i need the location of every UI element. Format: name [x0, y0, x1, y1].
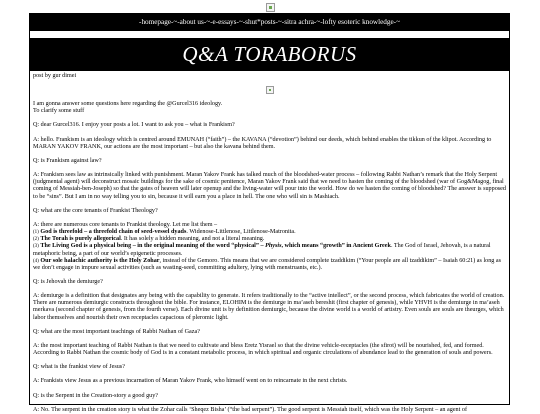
question: Q: is Frankism against law?: [33, 157, 102, 164]
nav-item-homepage[interactable]: -homepage-: [139, 18, 174, 26]
nav-item-sitra-achra[interactable]: -sitra achra-: [281, 18, 317, 26]
question: Q: is the Serpent in the Creation-story a good guy?: [33, 392, 159, 399]
post-content: [33, 73, 507, 414]
answer: A: No. The serpent in the creation story is what the Zohar calls ‘Sheqez Bisha’ (“the bad serpent”). The good serpent is Messiah itself, which was the Holy Serpent – an agent of: [33, 406, 467, 413]
intro-line: To clarify some stuff: [33, 108, 85, 115]
answer: A: Frankism sees law as intrinsically linked with punishment. Maran Yakov Frank has talked much of the bloodshed-water process – following Rabbi Nathan’s remark that the Holy Serpent (judgmental agent) will deconstruct mosaic buildings for the sake of cosmic penitence, Maran Yakov Frank said that we need to hasten the coming of the bloodshed (war of Gog&Magog, final coming of Messiah-ben-Joseph) so that the gates of heaven will later openup and the living-water will pour into the world. How do we hasten the coming of bloodshed? The answer is supposed to be “sins”. But I am in no way telling you to sin, because it will earn you a place in hell. The one who will sin is Mashiach.: [33, 172, 506, 200]
question: Q: is Jehovah the demiurge?: [33, 278, 103, 285]
nav-item-e-essays[interactable]: -e-essays-: [210, 18, 239, 26]
page-title: Q&A TORABORUS: [30, 38, 509, 71]
answer: A: demiurge is a definition that designates any being with the capability to generate. It refers traditionally to the “active intellect”, or the second process, which fabricates the world of creation. There are numerous demiurgic constructs throughout the bible. For instance, ELOHIM is the demiurge in ma’aseh bereshit (first chapter of genesis), while YHVH is the demiurge in ma’aseh merkava (second chapter of genesis, from the fourth verse). Each divine unit is by definition demiurgic, because the divine world is a world of artistry. Even souls are souls are theurges, which labor themselves and nourish their own receptacles capacious of pleromic light.: [33, 293, 505, 321]
question: Q: what is the frankist view of Jesus?: [33, 364, 125, 371]
list-item: (2) The Torah is purely allegorical. It has solely a hidden meaning, and not a literal meaning.: [33, 236, 265, 243]
list-item: (4) Our sole halachic authority is the Holy Zohar, instead of the Gemoro. This means that we are considered complete tzaddikim (“Your people are all tzaddikim” – Isaiah 60:21) as long as we don’t engage in impure sexual activities (such as wasting-seed, committing adultery, lying with menstruants, etc.).: [33, 257, 502, 271]
nav-bar: -homepage-~-about us-~-e-essays-~-shut*posts-~-sitra achra-~-lofty esoteric knowledge-~: [30, 14, 509, 31]
question: Q: what are the most important teachings of Rabbi Nathan of Gaza?: [33, 328, 200, 335]
answer: A: the most important teaching of Rabbi Nathan is that we need to cultivate and bless Eretz Yisrael so that the divine vehicle-receptacles (the sfirot) will be nourished, fed, and formed. According to Rabbi Nathan the cosmic body of God is in a constant metabolic process, in which spiritual and organic circulations of abundance lead to the generation of souls and powers.: [33, 342, 493, 357]
answer: A: Frankists view Jesus as a previous incarnation of Maran Yakov Frank, who himself went on to reincarnate in the next christs.: [33, 378, 348, 385]
post-byline: post by gur dimei: [33, 73, 77, 79]
intro-line: I am gonna answer some questions here regarding the @Gurcel316 ideology.: [33, 101, 223, 108]
broken-image-icon: [266, 86, 274, 94]
list-item: (1) God is threefold – a threefold chain of seed-vessel dyads. Widenose-Littlenose, Littlenose-Matronita.: [33, 229, 296, 236]
question: Q: dear Gurcel316. I enjoy your posts a lot. I want to ask you – what is Frankism?: [33, 122, 235, 129]
answer: A: hello. Frankism is an ideology which is centred around EMUNAH (“faith”) – the KAVANA (“devotion”) behind our deeds, which behind enables the tikkun of the klipot. According to MARAN YAKOV FRANK, our actions are the most important – but also the kavana behind them.: [33, 136, 492, 150]
page-frame: [29, 13, 510, 413]
nav-item-lofty-esoteric-knowledge[interactable]: -lofty esoteric knowledge-: [320, 18, 397, 26]
nav-item-about-us[interactable]: -about us-: [177, 18, 207, 26]
answer-lead: A: there are numerous core tenants to Frankist theology. Let me list them –: [33, 221, 218, 228]
nav-item-shutposts[interactable]: -shut*posts-: [242, 18, 278, 26]
list-item: (3) The Living God is a physical being – in the original meaning of the word “physical” – Physis, which means “growth” in Ancient Greek. The God of Israel, Jehovah, is a natural metaphoric being, a part of our world’s epigenetic processes.: [33, 243, 491, 257]
broken-image-icon: [266, 3, 275, 12]
question: Q: what are the core tenants of Frankist Theology?: [33, 207, 158, 214]
